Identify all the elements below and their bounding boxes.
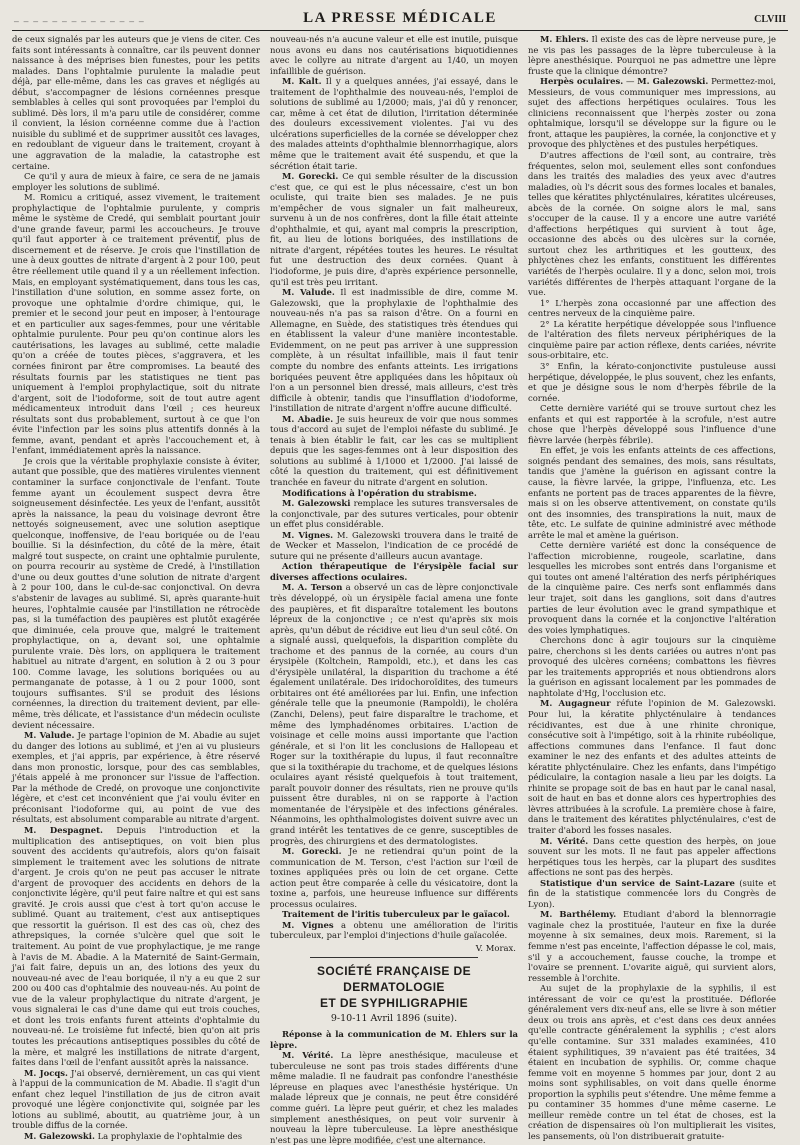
paragraph: M. Romicu a critiqué, assez vivement, le traitement prophylactique de l'ophtalmie purulente, y compris même le système de Credé, qui semblait pourtant jouir d'une grande faveur, parmi les accoucheurs. Je trouve qu'il faut apporter à ce traitement préventif, plus de discernement et de réserve. Je crois que l'instillation de une à deux gouttes de nitrate d'argent à 2 pour 100, peut être réellement utile quand il y a un réellement infection. Mais, en employant systématiquement, dans tous les cas, l'instillation d'une solution, en somme assez forte, on provoque une ophtalmie d'ordre chimique, qui, le premier et le second jour peut en imposer, à l'entourage et en particulier aux sages-femmes, pour une véritable ophtalmie purulente. Pour peu qu'on continue alors les cautérisations, les lavages au sublimé, cette maladie qu'on a créée de toutes pièces, s'aggravera, et les cornées finiront par être compromises. La beauté des résultats fournis par les statistiques ne tient pas uniquement à l'emploi prophylactique, soit du nitrate d'argent, soit de l'iodoforme, soit de tout autre agent médicamenteux introduit dans l'œil ; ces heureux résultats sont dus probablement, surtout à ce que l'on évite l'infection par les soins plus attentifs donnés à la femme, avant, pendant et après l'accouchement et, à l'enfant, immédiatement après la naissance. [12,192,260,456]
paragraph: Herpès oculaires. — M. Galezowski. Permettez-moi, Messieurs, de vous communiquer mes impressions, au sujet des affections herpétiques oculaires. Tous les cliniciens reconnaissent que l'herpès zoster ou zona ophtalmique, lorsqu'il se développe sur la figure ou le front, attaque les paupières, la cornée, la conjonctive et y provoque des phlyctènes et des pustules herpétiques. [528,76,776,150]
paragraph [270,846,518,909]
speech-text: M. Galezowski trouvera dans le traité de de Wecker et Masselon, l'indication de ce procédé de suture qui ne présente d'ailleurs aucun avantage. [270,529,518,561]
speaker-name: M. Vérité. [540,835,589,846]
header-ornament: — — — — — — — — — — — — — — [14,18,144,27]
speech-text: Je suis heureux de voir que nous sommes tous d'accord au sujet de l'emploi néfaste du sublimé. Je tenais à bien établir le fait, car les cas se multiplient depuis que les sages-femmes ont à leur disposition des solutions au sublimé à 1/1000 et 1/2000. J'ai laissé de côté la question du traitement, qui est définitivement tranchée en faveur du nitrate d'argent en solution. [270,413,518,487]
speaker-name: M. Despagnet. [24,825,103,836]
paragraph: 3° Enfin, la kérato-conjonctivite pustuleuse aussi herpétique, développée, le plus souvent, chez les enfants, et que je désigne sous le nom d'herpès fébrile de la cornée. [528,360,776,403]
section-heading-inline: Statistique d'un service de Saint-Lazare [540,877,735,888]
paragraph: Ce qu'il y aura de mieux à faire, ce sera de ne jamais employer les solutions de sublimé. [12,171,260,192]
speaker-name: M. Vérité. [282,1050,334,1061]
speech-text: remplace les sutures transversales de la conjonctivale, par des sutures verticales, pour obtenir un effet plus considérable. [270,498,518,530]
speech-text: J'ai observé, dernièrement, un cas qui vient à l'appui de la communication de M. Abadie. Il s'agit d'un enfant chez lequel l'instillation de jus de citron avait provoqué une légère conjonctivite qui, soignée par les lotions au sublimé, aboutit, au quatrième jour, à un trouble diffus de la cornée. [12,1067,260,1131]
speaker-name: M. Vignes [282,919,334,930]
speech-text: Permettez-moi, Messieurs, de vous communiquer mes impressions, au sujet des affections herpétiques oculaires. Tous les cliniciens reconnaissent que l'herpès zoster ou zona ophtalmique, lorsqu'il se développe sur la figure ou le front, attaque les paupières, la cornée, la conjonctive et y provoque des phlyctènes et des pustules herpétiques. [528,76,776,150]
speech-text: a observé un cas de lèpre conjonctivale très développé, où un érysipèle facial amena une fonte des paupières, et fit disparaître totalement les boutons lépreux de la conjonctive ; ce n'est qu'après six mois après, qu'un début de récidive eut lieu d'un seul côté. On a signalé aussi, quelquefois, la disparition complète du trachome et des pannus de la cornée, au cours d'un érysipèle (Koltchein, Rampoldi, etc.), et dans les cas d'érysipèle unilatéral, la disparition du trachome a été également unilatérale. Des iridochoroïdites, des tumeurs orbitaires ont été améliorées par lui. Enfin, une infection générale telle que la pneumonie (Rampoldi), le choléra (Zanchi, Delens), peut faire disparaître le trachome, et même des lymphadénomes orbitaires. L'action de voisinage et celle moins aussi importante que l'action générale, et si l'on lit les conclusions de Hallopeau et Roger sur la toxithérapie du lupus, il faut reconnaître que si la toxithérapie du trachome, et de quelques lésions oculaires ayant résisté quelquefois à tout traitement, paraît pouvoir donner des résultats, rien ne prouve qu'ils puissent être durables, ni on se rapporte à l'action momentanée de l'érysipèle et des infections générales. Néanmoins, les ophthalmologistes doivent suivre avec un grand intérêt les tentatives de ce genre, susceptibles de progrès, des chirurgiens et des dermatologistes. [270,582,518,846]
speaker-name: M. Vignes. [282,529,334,540]
paragraph [12,825,260,1068]
section-heading: Traitement de l'iritis tuberculeux par le gaïacol. [282,909,510,920]
paragraph: D'autres affections de l'œil sont, au contraire, très fréquentes, selon moi, seulement elles sont confondues dans les traités des maladies des yeux avec d'autres maladies, où l's décrit sous des formes locales et banales, telles que kératites phlycténulaires, kératites ulcéreuses, abcès de la cornée. On soigne alors le mal, sans s'occuper de la cause. Il y a encore une autre variété d'affections herpétiques qui survient à tout âge, occasionne des abcès ou des ulcères sur la cornée, surtout chez les arthritiques et les goutteux, des phlyctènes chez les enfants, constituent les différentes variétés de l'herpès oculaire. Il y a donc, selon moi, trois variétés différentes de l'herpès attaquant l'organe de la vue. [528,150,776,298]
paragraph [270,582,518,846]
speech-text: Il est inadmissible de dire, comme M. Galezowski, que la prophylaxie de l'ophthalmie des nouveau-nés n'a pas sa raison d'être. On a fourni en Allemagne, en Suède, des statistiques très étendues qui en établissent la valeur d'une manière incontestable. Evidemment, on ne peut pas arriver à une suppression complète, à un résultat infaillible, mais il faut tenir compte du nombre des enfants atteints. Les irrigations boriquées peuvent être appliquées dans les hôpitaux où l'on a un personnel bien dressé, mais ailleurs, c'est très difficile à obtenir, tandis que l'insufflation d'iodoforme, l'instillation de nitrate d'argent n'offre aucune difficulté. [270,287,519,414]
author-signature: V. Morax. [475,943,516,954]
paragraph [12,730,260,825]
paragraph [528,698,776,835]
header-rule [12,30,788,31]
speaker-name: M. Galezowski [282,498,351,509]
paragraph [270,498,518,530]
speech-text: Etudiant d'abord la blennorragie vaginale chez la prostituée, l'auteur en fixe la durée moyenne à six semaines, deux mois. Rarement, si la femme n'est pas enceinte, l'affection dépasse le col, mais, s'il y a accouchement, fausse couche, la trompe et l'ovaire se prennent. L'ovarite aiguë, qui survient alors, ressemble à l'orchite. [528,909,777,983]
paragraph [270,1050,518,1145]
paragraph [528,34,776,76]
paragraph: 1° L'herpès zona occasionné par une affection des centres nerveux de la cinquième paire. [528,297,776,319]
speaker-name: M. Galezowski. [637,76,709,87]
speech-text: Dans cette question des herpès, on joue souvent sur les mots. Il ne faut pas appeler affections herpétiques tous les herpès, car la plupart des susdites affections ne sont pas des herpès. [528,835,776,878]
column-1 [12,34,260,1141]
session-date: 9-10-11 Avril 1896 (suite). [330,1012,458,1024]
paragraph [528,878,776,910]
paragraph [12,1131,260,1142]
section-divider [310,957,478,958]
speaker-name: M. Ehlers. [540,34,589,44]
column-2 [270,34,519,1145]
paragraph [270,530,518,562]
paragraph: 2° La kératite herpétique développée sous l'influence de l'altération des filets nerveux périphériques de la cinquième paire par action réflexe, dents cariées, névrite sous-orbitaire, etc. [528,318,776,361]
speaker-name: M. Valude. [24,730,75,741]
heading-note: (suite et fin de la statistique commencée lors du Congrès de Lyon). [528,877,776,909]
paragraph: nouveau-nés n'a aucune valeur et elle est inutile, puisque nous avons eu dans nos cautérisations biquotidiennes avec le collyre au nitrate d'argent au 1/40, un moyen infaillible de guérison. [270,34,518,76]
speech-text: Ce qui semble résulter de la discussion c'est que, ce qui est le plus nécessaire, c'est un bon oculiste, qui traite bien ses malades. Je ne puis m'empêcher de vous signaler un fait malheureux, survenu à un de nos confrères, dont la fille était atteinte d'ophthalmie, et qui, ayant mal compris la prescription, fit, au lieu de lotions boriquées, des instillations de nitrate d'argent, répétées toutes les heures. Le résultat fut une destruction des deux cornées. Quant à l'iodoforme, je puis dire, d'après expérience personnelle, qu'il est très peu irritant. [270,171,518,287]
paragraph [12,1068,260,1131]
column-3 [528,34,777,1141]
speech-text: La prophylaxie de l'ophtalmie des [94,1130,243,1141]
paragraph: de ceux signalés par les auteurs que je viens de citer. Ces faits sont intéressants à connaître, car ils peuvent donner naissance à des méprises bien funestes, pour les petits malades. Dans l'ophtalmie purulente la maladie peut déjà, par elle-même, dans les cas graves et négligés au début, s'accompagner de lésions cornéennes presque semblables à celles qui sont provoquées par l'emploi du sublimé. Dès lors, il m'a paru utile de considérer, comme il convient, la lésion cornéenne comme due à l'action nuisible du sublimé et de supprimer aussitôt ces lavages, en redoublant de vigueur dans le traitement, croyant à une aggravation de la maladie, la catastrophe est certaine. [12,34,260,171]
page-number: CLVIII [754,14,786,25]
paragraph: Cette dernière variété qui se trouve surtout chez les enfants et qui est rapportée à la scrofule, n'est autre chose que l'herpès développé sous l'influence d'une fièvre larvée (herpès fébrile). [528,403,776,445]
speech-text: Il y a quelques années, j'ai essayé, dans le traitement de l'ophthalmie des nouveau-nés, l'emploi de solutions de sublimé au 1/2000; mais, j'ai dû y renoncer, car, même à cet état de dilution, l'irritation déterminée des douleurs excessivement violentes. J'ai vu des ulcérations superficielles de la cornée se développer chez des malades atteints d'ophthalmie blennorrhagique, alors même que le traitement avait été suspendu, et que la sécrétion était tarie. [270,76,518,171]
journal-title: LA PRESSE MÉDICALE [303,10,497,26]
speaker-name: M. Galezowski. [24,1130,95,1141]
speech-text: Depuis l'introduction et la multiplication des antiseptiques, on voit bien plus souvent des accidents qu'autrefois, alors qu'on faisait simplement le traitement avec les solutions de nitrate d'argent. Je crois qu'on ne peut pas accuser le nitrate d'argent de provoquer des accidents en dehors de la conjonctivite légère, qu'il peut faire naître et qui est sans gravité. Je crois aussi que c'est à tort qu'on accuse le sublimé. Quant au traitement, c'est aux antiseptiques que ressortit la guérison. Il est des cas où, chez des athrepsiques, la cornée s'ulcère quel que soit le traitement. Au point de vue prophylactique, je me range à l'avis de M. Abadie. A la Maternité de Saint-Germain, j'ai fait faire, depuis un an, des lotions des yeux du nouveau-né avec de l'eau boriquée, il n'y a eu que 2 sur 200 ou 400 cas d'ophtalmie des nouveau-nés. Au point de vue de la valeur prophylactique du nitrate d'argent, je vous signalerai le cas d'une dame qui eut trois couches, et dont les trois enfants furent atteints d'ophtalmie du nouveau-né. Le troisième fut infecté, bien qu'on ait pris toutes les précautions antiseptiques possibles du côté de la mère, et malgré les instillations de nitrate d'argent, faites dans l'œil de l'enfant aussitôt après la naissance. [12,825,260,1068]
section-heading: Modifications à l'opération du strabisme. [282,487,477,498]
speaker-name: M. Kalt. [282,76,322,87]
speaker-name: M. Barthélemy. [540,909,617,920]
paragraph: Cette dernière variété est donc la conséquence de l'affection microbienne, rougeole, scarlatine, dans lesquelles les microbes sont entrés dans l'organisme et qui toutes ont amené l'altération des nerfs périphériques de la cinquième paire. Ces nerfs sont enflammés dans leur trajet, soit dans les ganglions, soit dans d'autres parties de leur évolution avec le grand sympathique et provoquent dans la cornée et la conjonctive l'altération des voies lymphatiques. [528,540,776,635]
speech-text: Je ne retiendrai qu'un point de la communication de M. Terson, c'est l'action sur l'œil de toxines appliquées près ou loin de cet organe. Cette action peut être comparée à celle du vésicatoire, dont la toxine a, parfois, une heureuse influence sur différents processus oculaires. [270,846,518,909]
speaker-name: M. Jocqs. [24,1067,68,1078]
speech-text: Il existe des cas de lèpre nerveuse pure, je ne vis pas les passages de la lèpre tuberculeuse à la lèpre anesthésique. Pourquoi ne pas admettre une lèpre fruste que la clinique démontre? [528,34,776,76]
paragraph [270,76,518,171]
paragraph [270,287,518,414]
speaker-name: M. Gorecki. [282,846,342,857]
speaker-name: M. Valude. [282,287,335,298]
speaker-name: M. Augagneur [540,698,611,709]
paragraph [270,171,518,287]
paragraph [270,920,518,941]
speech-text: Je partage l'opinion de M. Abadie au sujet du danger des lotions au sublimé, et j'en ai vu plusieurs exemples, et j'ai appris, par expérience, à être réservé dans mon pronostic, lorsque, pour des cas semblables, j'étais appelé à me prononcer sur l'issue de l'affection. Par la méthode de Credé, on provoque une conjonctivite légère, et c'est cet inconvénient que j'ai voulu éviter en préconisant l'iodoforme qui, au point de vue des résultats, est absolument comparable au nitrate d'argent. [12,730,260,825]
section-heading: Réponse à la communication de M. Ehlers sur la lèpre. [270,1029,518,1050]
speaker-name: M. Gorecki. [282,171,339,182]
speech-text: La lèpre anesthésique, maculeuse et tuberculeuse ne sont pas trois stades différents d'une même maladie. Il ne faudrait pas confondre l'anesthésie lépreuse en plaques avec l'anesthésie hystérique. Un malade lépreux que je connais, ne peut être considéré comme guéri. La lèpre peut guérir, et chez les malades simplement anesthésiques, on peut voir survenir à nouveau la lèpre tuberculeuse. La lèpre anesthésique n'est pas une lèpre modifiée, c'est une alternance. [270,1050,518,1145]
society-title-line: ET DE SYPHILIGRAPHIE [319,995,469,1010]
paragraph: En effet, je vois les enfants atteints de ces affections, soignés pendant des semaines, des mois, sans résultats, tandis que j'amène la guérison en agissant contre la cause, la fièvre larvée, la grippe, l'influenza, etc. Les enfants ne portent pas de traces apparentes de la fièvre, mais si on les observe attentivement, on constate qu'ils ont des insomnies, des transpirations la nuit, maux de tête, etc. Le sulfate de quinine administré avec méthode arrête le mal et amène la guérison. [528,445,776,540]
paragraph: Je crois que la véritable prophylaxie consiste à éviter, autant que possible, que des matières virulentes viennent contaminer la surface conjonctivale de l'enfant. Toute femme ayant un écoulement suspect devra être soigneusement désinfectée. Les yeux de l'enfant, aussitôt après la naissance, la peau du voisinage devront être nettoyés soigneusement, avec une solution aseptique quelconque, inoffensive, de l'eau boriquée ou de l'eau bouillie. Si la désinfection, du côté de la mère, était malgré tout suspecte, on craint une ophtalmie purulente, on pourra recourir au système de Credé, à l'instillation d'une ou deux gouttes d'une solution de nitrate d'argent à 2 pour 100, dans le cul-de-sac conjonctival. On devra s'abstenir de lavages au sublimé. Si, après quarante-huit heures, l'ophtalmie causée par l'instillation ne rétrocède pas, si la tuméfaction des paupières est plutôt exagérée que diminuée, cela prouve que, malgré le traitement prophylactique, on a, devant soi, une ophtalmie purulente vraie. Dès lors, on appliquera le traitement habituel au nitrate d'argent, en solution à 2 ou 3 pour 100. Comme lavage, les solutions boriquées ou au permanganate de potasse, à 1 ou 2 pour 1000, sont toujours suffisantes. S'il se produit des lésions cornéennes, la direction du traitement devient, par elle-même, très délicate, et l'assistance d'un médecin oculiste devient nécessaire. [12,455,260,730]
speech-text: réfute l'opinion de M. Galezowski. Pour lui, la kératite phlycténulaire à tendances récidivantes, est due à une rhinite chronique, consécutive soit à l'impétigo, soit à la rhinite rubéolique, affections communes dans l'enfance. Il faut donc examiner le nez des enfants et des adultes atteints de kératite phlycténulaire. Chez les enfants, dans l'impétigo pédiculaire, la contagion nasale a lieu par les doigts. La rhinite se propage soit de bas en haut par le canal nasal, soit de haut en bas et donne alors ces hypertrophies des lèvres attribuées à la scrofule. La première chose à faire, dans le traitement des kératites phlycténulaires, c'est de traiter d'abord les fosses nasales. [528,698,776,836]
section-heading: Action thérapeutique de l'érysipèle facial sur diverses affections oculaires. [270,561,518,582]
society-title-line: SOCIÉTÉ FRANÇAISE DE DERMATOLOGIE [316,963,471,994]
paragraph: Cherchons donc à agir toujours sur la cinquième paire, cherchons si les dents cariées ou autres n'ont pas provoqué des ulcères cornéens; combattons les fièvres par les traitements appropriés et nous obtiendrons alors la guérison en agissant localement par les pommades de naphtolate d'Hg, l'occlusion etc. [528,635,776,698]
society-title [270,963,518,1011]
section-heading-inline: Herpès oculaires. [540,76,624,87]
paragraph: Au sujet de la prophylaxie de la syphilis, il est intéressant de voir ce qu'est la prostituée. Déflorée généralement vers dix-neuf ans, elle se livre à son métier deux ou trois ans après, et c'est dans ces deux années qu'elle contracte généralement la syphilis ; c'est alors qu'elle contamine. Sur 331 malades examinées, 410 étaient syphilitiques, 39 n'avaient pas été traitées, 34 étaient en incubation de syphilis. Or, comme chaque femme voit en moyenne 5 hommes par jour, dont 2 au moins sont syphilisables, on voit dans quelle énorme proportion la syphilis peut s'étendre. Une même femme a pu contaminer 35 hommes d'une même caserne. Le meilleur remède contre un tel état de choses, est la création de dispensaires où l'on multiplierait les visites, les pansements, où l'on distribuerait gratuite- [528,983,776,1141]
paragraph [528,909,776,983]
paragraph [528,836,776,878]
speaker-name: M. A. Terson [282,582,343,593]
paragraph [270,414,518,488]
speaker-name: M. Abadie. [282,413,334,424]
speech-text: a obtenu une amélioration de l'iritis tuberculeux, par l'emploi d'injections d'huile gaïacolée. [270,919,518,941]
